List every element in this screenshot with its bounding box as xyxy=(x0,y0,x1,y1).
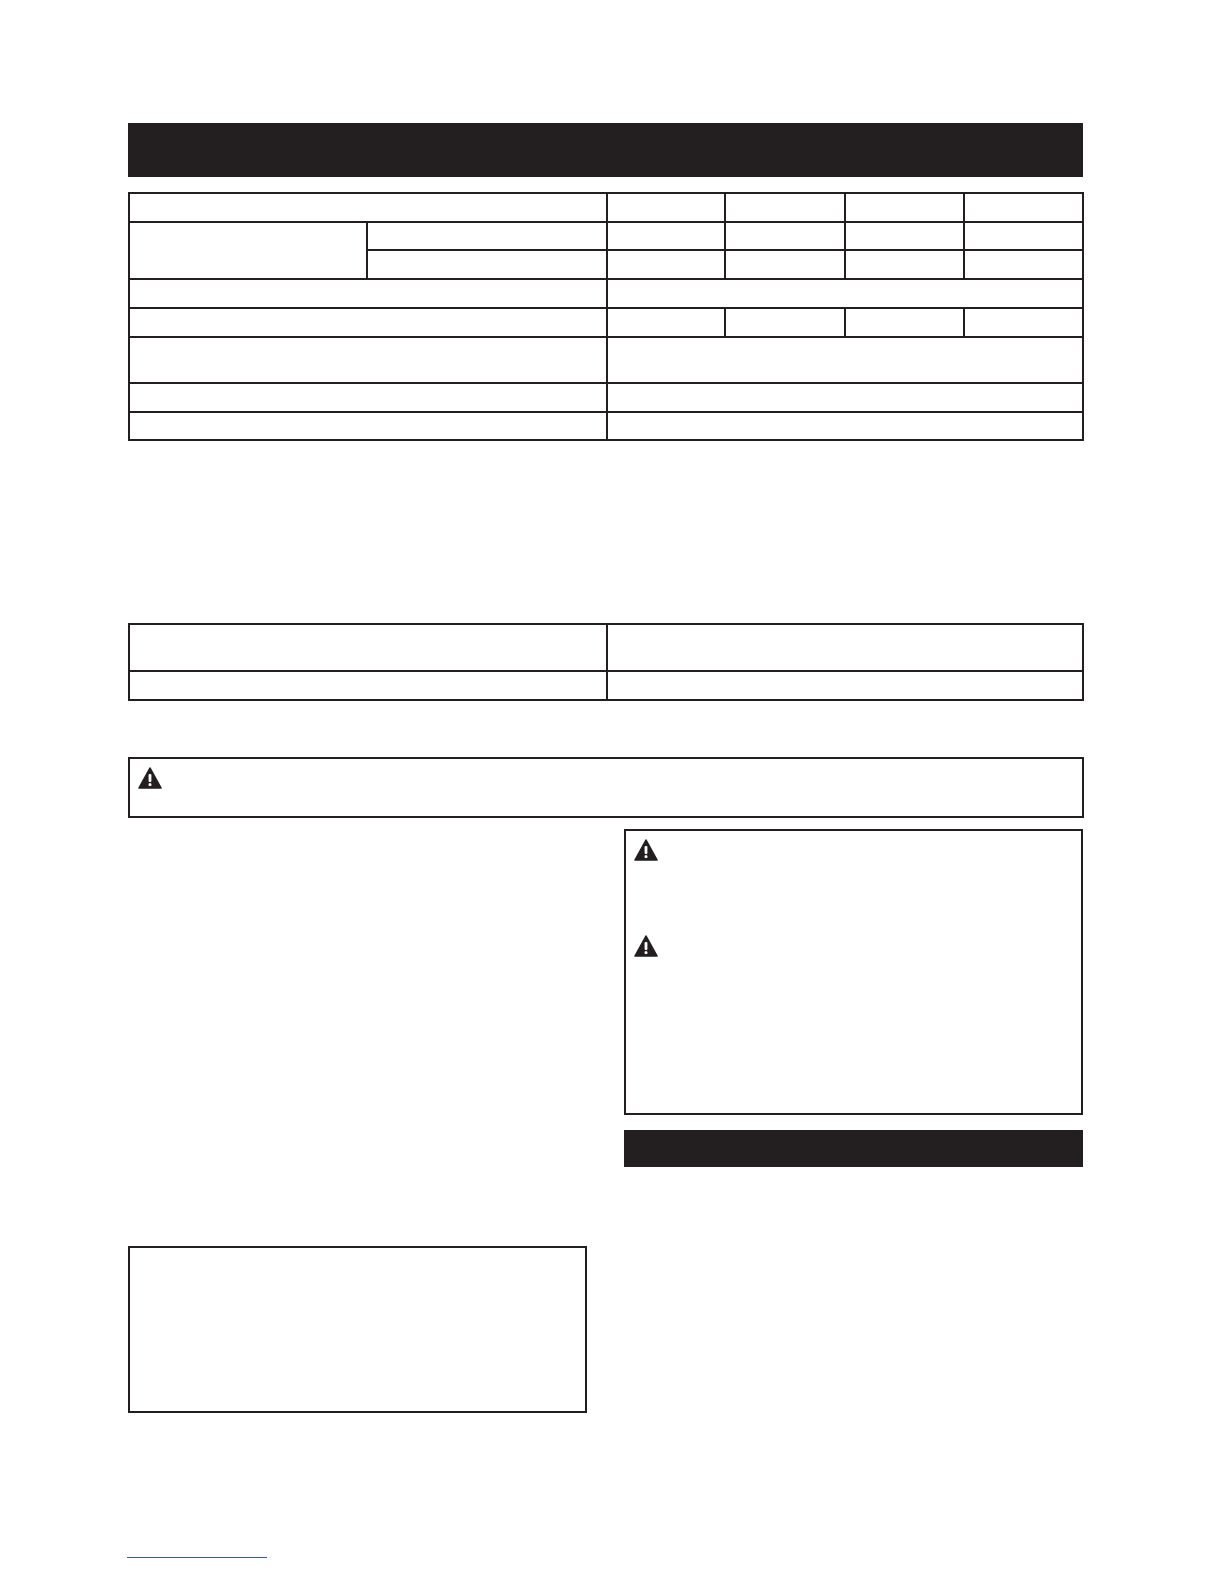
warning-triangle-icon xyxy=(634,935,658,957)
warning-banner xyxy=(128,757,1084,818)
specifications-table xyxy=(128,192,1084,441)
table-rule xyxy=(724,307,726,336)
table-rule xyxy=(606,623,608,701)
table-rule xyxy=(724,192,726,278)
table-rule xyxy=(963,307,965,336)
note-box xyxy=(128,1246,587,1413)
table-rule xyxy=(844,307,846,336)
footer-rule xyxy=(127,1557,267,1558)
specifications-header-bar xyxy=(128,123,1083,177)
table-rule xyxy=(366,221,368,278)
section-header-bar xyxy=(624,1130,1083,1167)
table-rule xyxy=(844,192,846,278)
warning-triangle-icon xyxy=(138,767,162,789)
secondary-table xyxy=(128,623,1084,701)
table-rule xyxy=(963,192,965,278)
warning-triangle-icon xyxy=(634,839,658,861)
table-rule xyxy=(606,192,608,441)
warnings-box xyxy=(624,829,1083,1115)
